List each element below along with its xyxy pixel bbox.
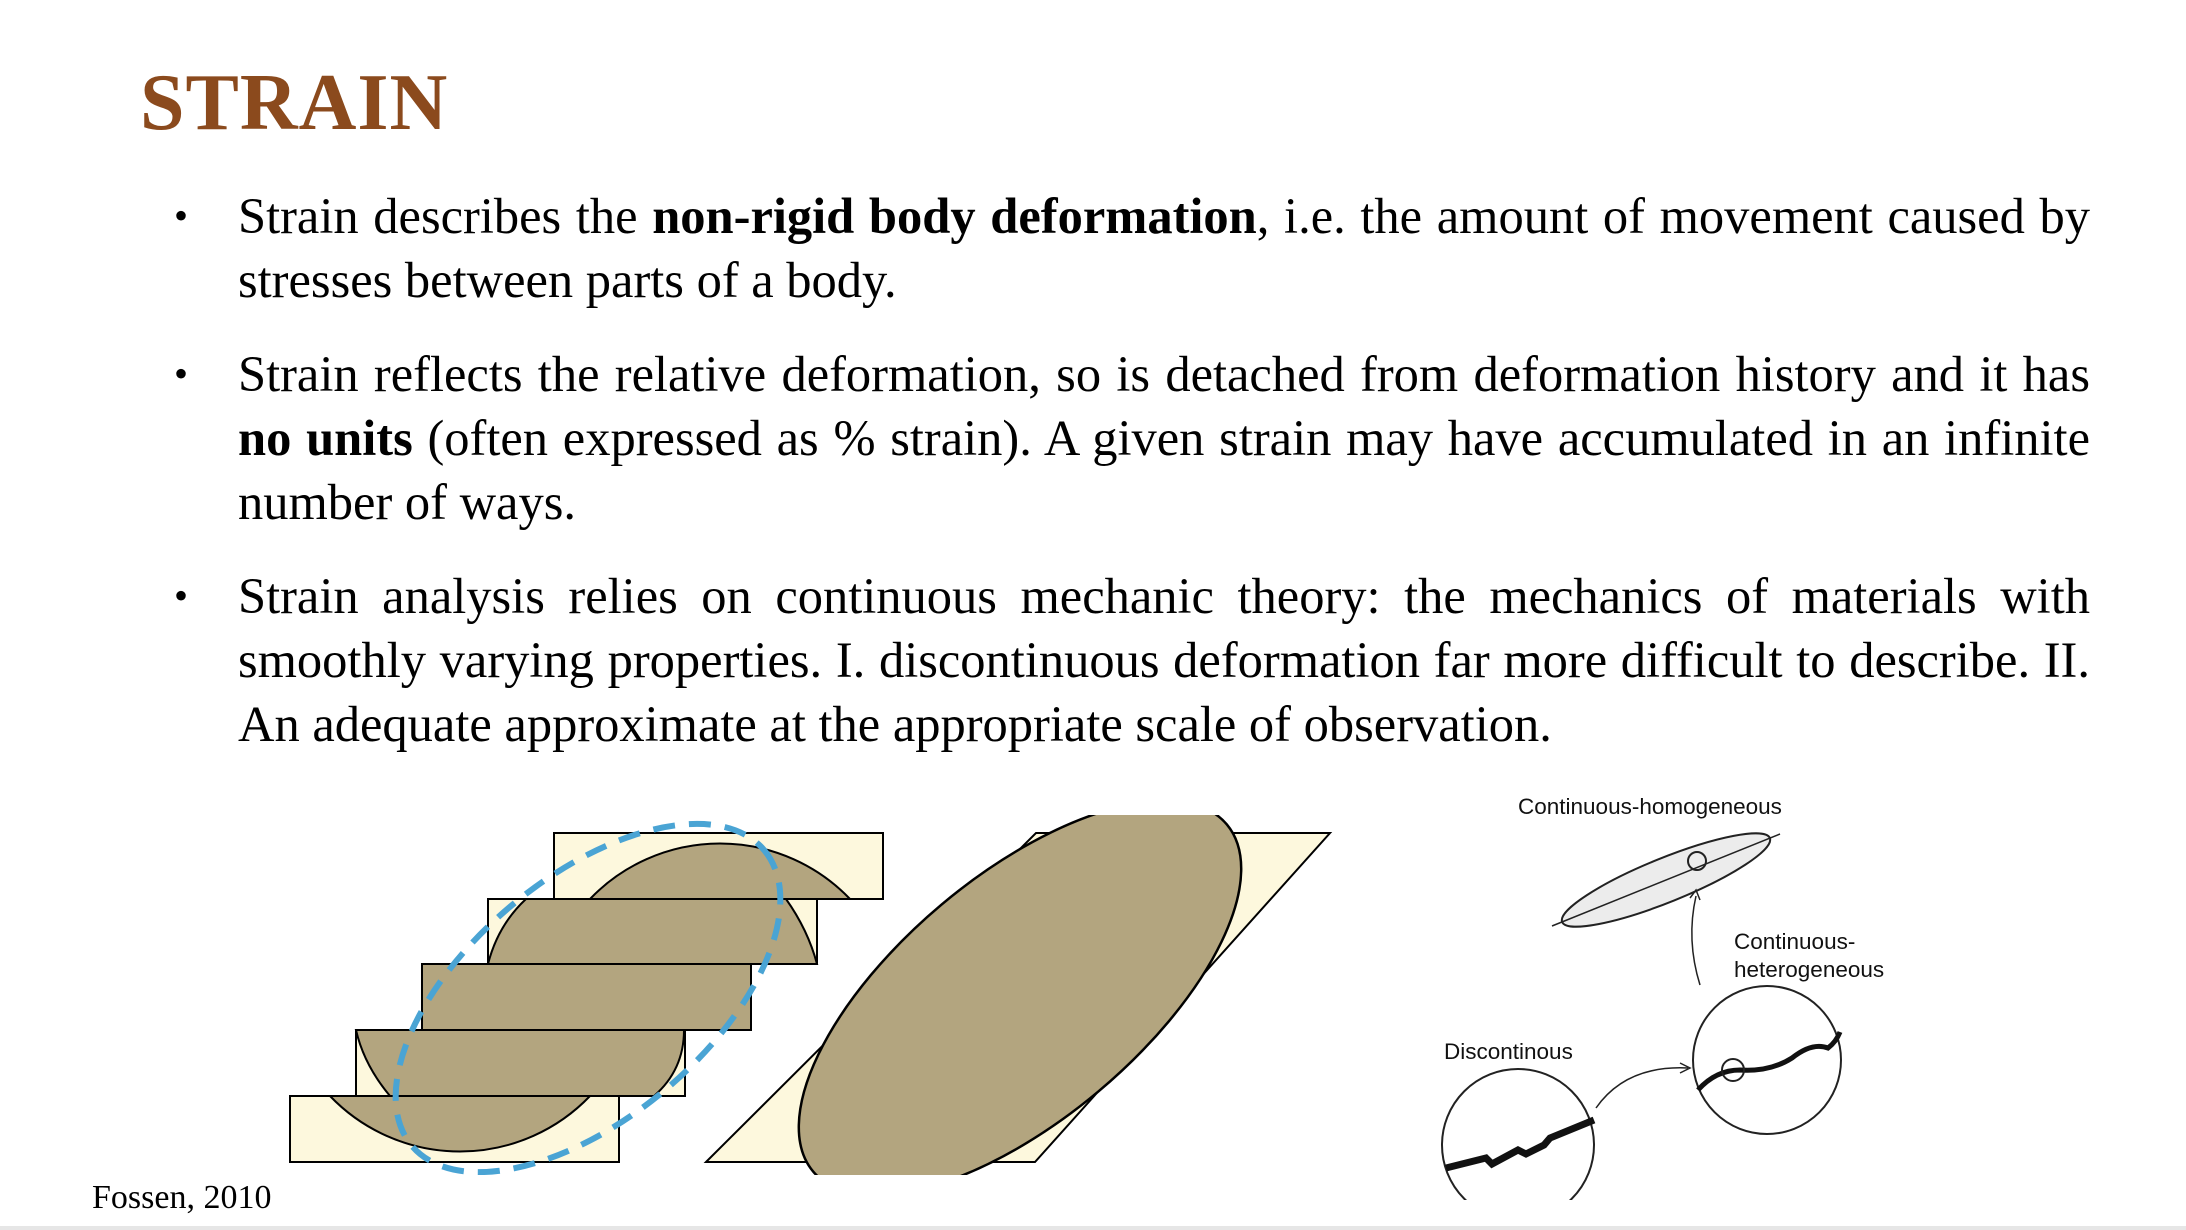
slide-title: STRAIN: [140, 59, 449, 147]
bullet-item: [150, 342, 2090, 534]
text-run: (often expressed as % strain). A given strain may have accumulated in an infinite number of ways.: [238, 410, 2090, 530]
text-run: Strain describes the: [238, 188, 653, 244]
label-continuous-homogeneous: Continuous-homogeneous: [1518, 794, 1782, 819]
text-run: Strain analysis relies on continuous mechanic theory: the mechanics of materials with smoothly varying properties. I. discontinuous deformation far more difficult to describe. II. An adequate approximate at the appropriate scale of observation.: [238, 568, 2090, 752]
text-run: , i.e. the amount of movement caused by stresses between parts of a body.: [238, 188, 2091, 308]
text-run: Strain reflects the relative deformation, so is detached from deformation history and it has: [238, 346, 2090, 402]
shear-slice: [290, 1096, 619, 1162]
shear-slice: [356, 1030, 685, 1096]
label-line: Continuous-: [1734, 929, 1856, 954]
bullet-dot-icon: •: [174, 193, 189, 238]
bullet-item: [150, 184, 2090, 312]
slide-bottom-border: [0, 1226, 2186, 1230]
zoom-arrow-icon: [1692, 896, 1700, 985]
bullet-dot-icon: •: [174, 351, 189, 396]
heterogeneous-circle: [1693, 986, 1841, 1134]
continuity-figure: [1400, 780, 1960, 1200]
bullet-text: [238, 346, 2090, 530]
bullet-text: [238, 188, 2090, 308]
continuity-diagram: [1400, 780, 1960, 1200]
bold-text-run: no units: [238, 410, 413, 466]
bullet-text: [238, 568, 2090, 752]
shear-slice: [554, 833, 883, 899]
label-line: heterogeneous: [1734, 957, 1885, 982]
shear-slice: [422, 964, 751, 1030]
bullet-dot-icon: •: [174, 573, 189, 618]
label-continuous-heterogeneous: [1734, 928, 1884, 984]
label-discontinuous: Discontinous: [1444, 1039, 1573, 1064]
citation: Fossen, 2010: [92, 1179, 272, 1216]
discontinuous-circle: [1442, 1069, 1594, 1200]
bullet-list: [150, 184, 2090, 786]
bold-text-run: non-rigid body deformation: [652, 188, 1257, 244]
shear-strain-figure: [270, 815, 1350, 1175]
bullet-item: [150, 564, 2090, 756]
zoom-arrow-icon: [1596, 1068, 1688, 1108]
